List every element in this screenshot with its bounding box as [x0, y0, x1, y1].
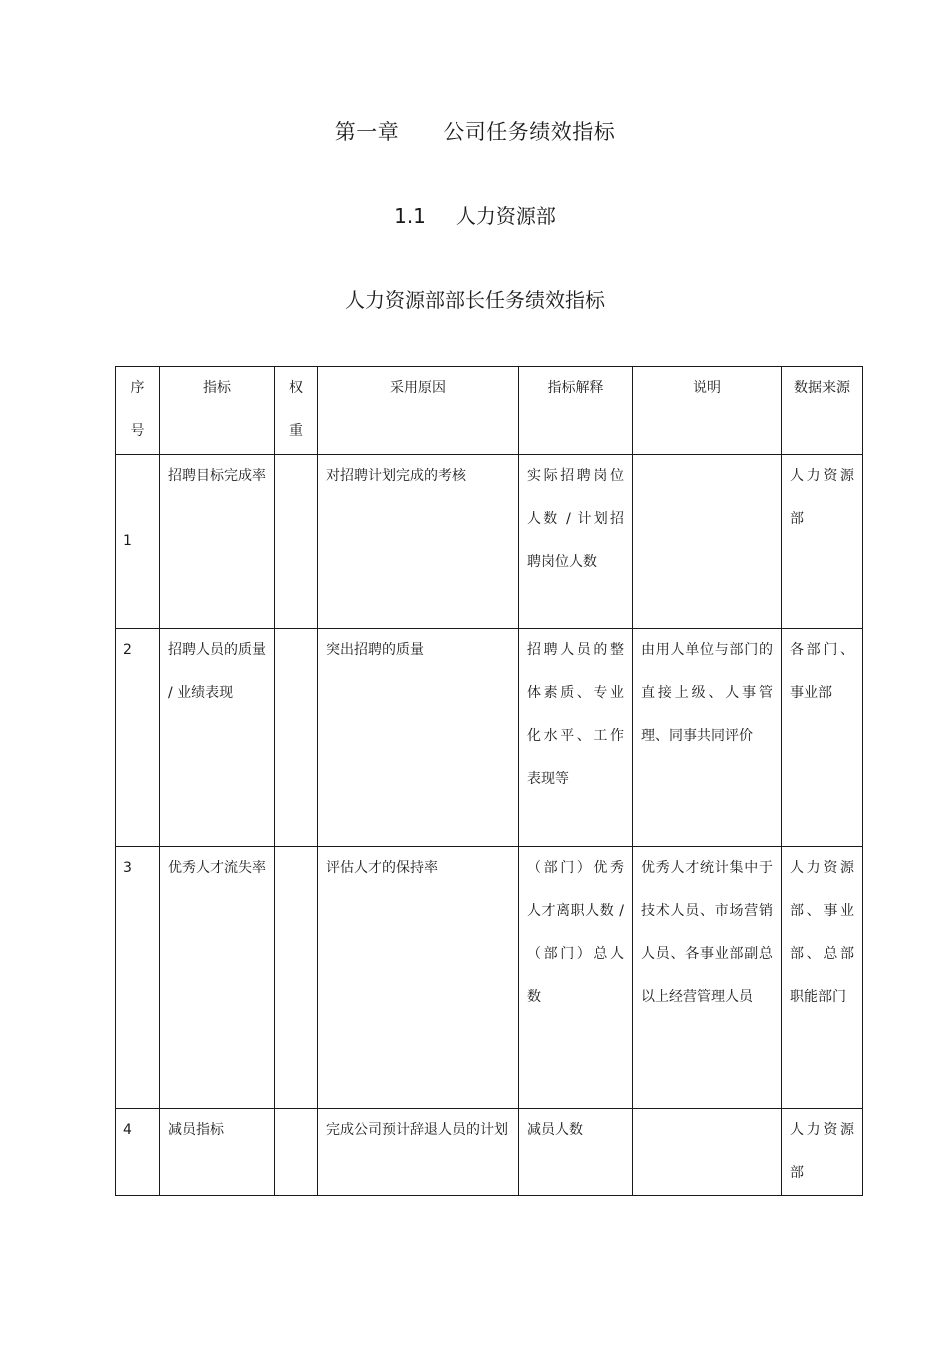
header-reason: 采用原因: [318, 367, 519, 455]
header-indicator: 指标: [160, 367, 275, 455]
cell-explain: 减员人数: [519, 1109, 633, 1196]
section-title: 人力资源部: [455, 204, 556, 228]
header-note: 说明: [633, 367, 782, 455]
cell-indicator: 招聘人员的质量 / 业绩表现: [160, 629, 275, 847]
cell-no: 2: [116, 629, 160, 847]
header-weight: 权重: [275, 367, 318, 455]
section-heading: [0, 200, 950, 229]
cell-indicator: 招聘目标完成率: [160, 455, 275, 629]
header-source: 数据来源: [782, 367, 863, 455]
table-row: [116, 847, 863, 1109]
cell-note: [633, 1109, 782, 1196]
chapter-heading: [0, 116, 950, 146]
cell-no: 4: [116, 1109, 160, 1196]
cell-explain: 招聘人员的整体素质、专业化水平、工作表现等: [519, 629, 633, 847]
cell-source: 人力资源部: [782, 1109, 863, 1196]
cell-weight: [275, 1109, 318, 1196]
cell-reason: 完成公司预计辞退人员的计划: [318, 1109, 519, 1196]
cell-reason: 对招聘计划完成的考核: [318, 455, 519, 629]
cell-note: [633, 455, 782, 629]
chapter-title: 公司任务绩效指标: [443, 120, 616, 144]
table-header-row: [116, 367, 863, 455]
header-explain: 指标解释: [519, 367, 633, 455]
cell-weight: [275, 847, 318, 1109]
cell-explain: 实际招聘岗位人数 / 计划招聘岗位人数: [519, 455, 633, 629]
kpi-table: [115, 366, 863, 1196]
cell-indicator: 减员指标: [160, 1109, 275, 1196]
cell-no: 1: [116, 455, 160, 629]
table-row: [116, 1109, 863, 1196]
section-number: 1.1: [394, 204, 426, 228]
cell-no: 3: [116, 847, 160, 1109]
cell-source: 人力资源部: [782, 455, 863, 629]
cell-source: 人力资源部、事业部、总部职能部门: [782, 847, 863, 1109]
chapter-number: 第一章: [334, 120, 400, 144]
header-no: 序号: [116, 367, 160, 455]
table-row: [116, 629, 863, 847]
cell-reason: 评估人才的保持率: [318, 847, 519, 1109]
cell-indicator: 优秀人才流失率: [160, 847, 275, 1109]
table-row: [116, 455, 863, 629]
cell-weight: [275, 455, 318, 629]
cell-reason: 突出招聘的质量: [318, 629, 519, 847]
cell-note: 优秀人才统计集中于技术人员、市场营销人员、各事业部副总以上经营管理人员: [633, 847, 782, 1109]
table-title: 人力资源部部长任务绩效指标: [345, 288, 605, 312]
cell-source: 各部门、事业部: [782, 629, 863, 847]
cell-note: 由用人单位与部门的直接上级、人事管理、同事共同评价: [633, 629, 782, 847]
cell-explain: （部门）优秀人才离职人数 /（部门）总人数: [519, 847, 633, 1109]
cell-weight: [275, 629, 318, 847]
